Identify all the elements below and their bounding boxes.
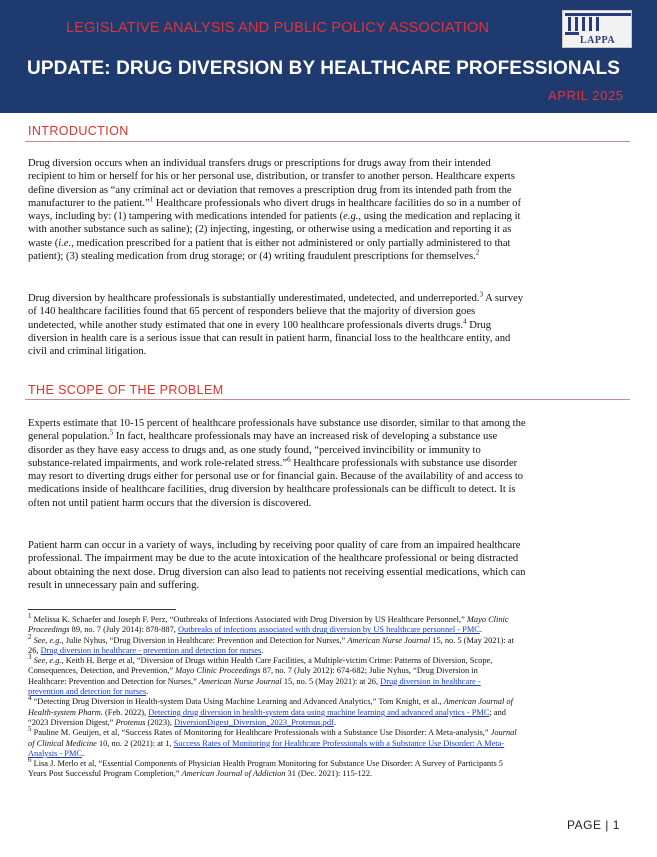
footnote-4-link[interactable]: Detecting drug diversion in health-system data using machine learning and advanced analytics - PMC bbox=[148, 707, 490, 717]
organization-name: LEGISLATIVE ANALYSIS AND PUBLIC POLICY ASSOCIATION bbox=[66, 20, 490, 36]
footnotes bbox=[28, 612, 633, 780]
footnote-ref-3: 3 bbox=[479, 290, 484, 299]
intro-paragraph-2: Drug diversion by healthcare professionals is substantially underestimated, undetected, and underreported.$^3$ A survey of 140 healthcare facilities found that 65 percent of responders believe that the majority of diversion goes undetected, while another study estimated that one in every 100 healthcare professionals diverts drugs.$^4$ Drug diversion in health care is a serious issue that can result in patient harm, financial loss to the healthcare entity, and civil and criminal litigation. bbox=[28, 290, 524, 358]
columns-icon bbox=[565, 13, 631, 35]
logo-text: LAPPA bbox=[580, 35, 616, 46]
section-heading-scope: THE SCOPE OF THE PROBLEM bbox=[28, 383, 224, 397]
footnote-2-link[interactable]: Drug diversion in healthcare - prevention and detection for nurses bbox=[40, 645, 262, 655]
scope-paragraph-2: Patient harm can occur in a variety of ways, including by receiving poor quality of care from an impaired healthcare professional. The impairment may be due to the acute intoxication of the healthcare professional or being distracted about obtaining the next dose. Drug diversion can also lead to patients not receiving essential medications, which can result in unnecessary pain and suffering. bbox=[28, 540, 526, 591]
intro-paragraph-1: Drug diversion occurs when an individual transfers drugs or prescriptions for drugs away from their intended recipient to him or herself for his or her personal use, distribution, or transfer to another person. Healthcare experts define diversion as “any criminal act or deviation that removes a prescription drug from its intended path from the manufacturer to the patient.”$^1$ Healthcare professionals who divert drugs in healthcare facilities do so in a number of ways, including by: (1) tampering with medications intended for patients (e.g., using the medication and replacing it with another substance such as saline); (2) injecting, ingesting, or otherwise using a medication and reporting it as waste (i.e., medication prescribed for a patient that is either not administered or only partially administered to that patient); (3) stealing medication from drug storage; or (4) writing fraudulent prescriptions for themselves.$^2$ bbox=[28, 158, 522, 263]
footnote-ref-5: 5 bbox=[109, 428, 114, 437]
footnote-1-link[interactable]: Outbreaks of infections associated with drug diversion by US healthcare personnel - PMC bbox=[177, 625, 480, 635]
footnote-5-link-cont[interactable]: Analysis - PMC bbox=[28, 748, 82, 758]
section-divider bbox=[25, 141, 630, 142]
footnote-1: $^1$ Melissa K. Schaefer and Joseph F. Perz, “Outbreaks of Infections Associated with Drug Diversion by US Healthcare Personnel,” Mayo Clinic Proceedings 89, no. 7 (July 2014): 878-887, Outbreaks of infections associated with drug diversion by US healthcare personnel - PMC. bbox=[28, 612, 509, 635]
footnote-6: $^6$ Lisa J. Merlo et al, “Essential Components of Physician Health Program Monitoring for Substance Use Disorder: A Survey of Participants 5 Years Post Successful Program Completion,” American Journal of Addiction 31 (Dec. 2021): 115-122. bbox=[28, 756, 503, 779]
page-header bbox=[0, 0, 657, 113]
footnote-5: $^5$ Pauline M. Geuijen, et al, “Success Rates of Monitoring for Healthcare Professionals with a Substance Use Disorder: A Meta-analysis,” Journal of Clinical Medicine 10, no. 2 (2021): at 1, Success Rates of Monitoring for Healthcare Professionals with a Substance Use Disorder: A Meta- Analysis - PMC. bbox=[28, 725, 517, 758]
footnote-ref-6: 6 bbox=[287, 455, 291, 464]
section-divider bbox=[25, 399, 630, 400]
footnote-3-link[interactable]: Drug diversion in healthcare - bbox=[380, 676, 481, 686]
footnote-ref-4: 4 bbox=[463, 317, 467, 326]
footnote-3-link-cont[interactable]: prevention and detection for nurses bbox=[28, 687, 147, 697]
footnote-5-link[interactable]: Success Rates of Monitoring for Healthcare Professionals with a Substance Use Disorder: A Meta- bbox=[173, 738, 505, 748]
page-number: PAGE | 1 bbox=[567, 818, 620, 832]
publication-date: APRIL 2025 bbox=[548, 88, 624, 103]
document-title: UPDATE: DRUG DIVERSION BY HEALTHCARE PROFESSIONALS bbox=[27, 58, 620, 79]
footnote-separator bbox=[28, 609, 176, 610]
lappa-logo bbox=[562, 10, 632, 48]
section-heading-introduction: INTRODUCTION bbox=[28, 124, 129, 138]
footnote-ref-1: 1 bbox=[149, 195, 154, 204]
footnote-4-pdf-link[interactable]: DiversionDigest_Diversion_2023_Protenus.pdf bbox=[174, 717, 334, 727]
scope-paragraph-1: Experts estimate that 10-15 percent of healthcare professionals have substance use disorder, similar to that among the general population.$^5$ In fact, healthcare professionals may have an increased risk of developing a substance use disorder as they have easy access to drugs and, as one study found, “perceived invincibility or immunity to substance-related impairments, and work role-related stress.”$^6$ Healthcare professionals with substance use disorder may resort to diverting drugs either for personal use or for financial gain. Because of the availability of and access to medications inside of healthcare facilities, drug diversion by healthcare professionals can be difficult to detect. It is often not until patient harm occurs that the diversion is discovered. bbox=[28, 418, 526, 509]
footnote-ref-2: 2 bbox=[475, 248, 480, 257]
footnote-4: $^4$ “Detecting Drug Diversion in Health-system Data Using Machine Learning and Advanced Analytics,” Tom Knight, et al., American Journal of Health-system Pharm. (Feb. 2022), Detecting drug diversion in health-system data using machine learning and advanced analytics - PMC; and “2023 Diversion Digest,” Protenus (2023), DiversionDigest_Diversion_2023_Protenus.pdf. bbox=[28, 694, 513, 727]
footnote-3: $^3$ See, e.g., Keith H. Berge et al, “Diversion of Drugs within Health Care Facilities, a Multiple-victim Crime: Patterns of Diversion, Scope, Consequences, Detection, and Prevention,” Mayo Clinic Proceedings 87, no. 7 (July 2012): 674-682; Julie Nyhus, “Drug Diversion in Healthcare: Prevention and Detection for Nurses,” American Nurse Journal 15, no. 5 (May 2021): at 26, Drug diversion in healthcare - prevention and detection for nurses. bbox=[28, 653, 493, 697]
footnote-2: $^2$ See, e.g., Julie Nyhus, “Drug Diversion in Healthcare: Prevention and Detection for Nurses,” American Nurse Journal 15, no. 5 (May 2021): at 26, Drug diversion in healthcare - prevention and detection for nurses. bbox=[28, 632, 514, 655]
